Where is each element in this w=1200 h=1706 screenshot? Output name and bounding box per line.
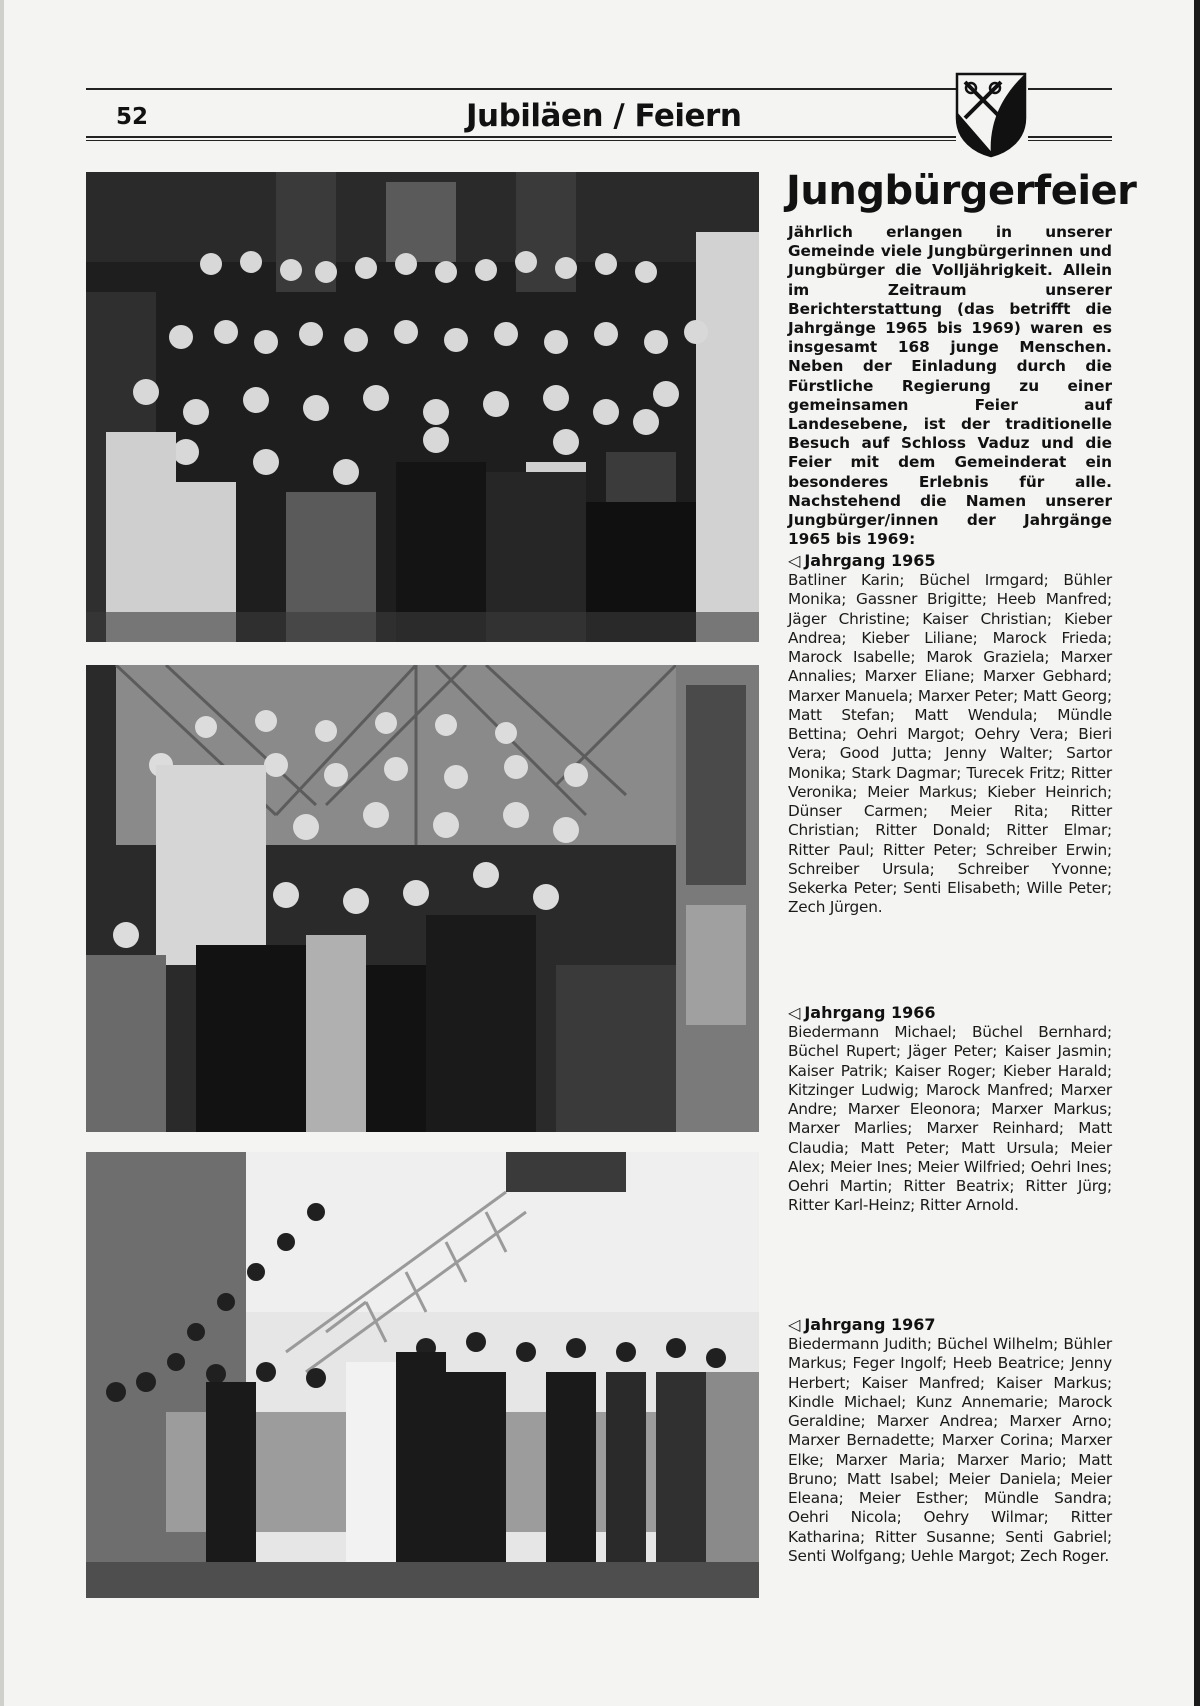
name-list: Biedermann Judith; Büchel Wilhelm; Bühler Markus; Feger Ingolf; Heeb Beatrice; Jenny Herbert; Kaiser Manfred; Kaiser Markus; Kindle Michael; Kunz Annemarie; Marock Geraldine; Marxer Andrea; Marxer Arno; Marxer Bernadette; Marxer Corina; Marxer Elke; Marxer Maria; Marxer Mario; Matt Bruno; Matt Isabel; Meier Daniela; Meier Eleana; Meier Esther; Mündle Sandra; Oehri Nicola; Oehry Wilmar; Ritter Katharina; Ritter Susanne; Senti Gabriel; Senti Wolfgang; Uehle Margot; Zech Roger. [788,1335,1112,1565]
coat-of-arms-icon [955,72,1027,158]
header-rule-top-right [1028,88,1112,90]
section-heading [788,1003,1112,1023]
section-jahrgang-1966 [788,1003,1112,1216]
page-edge-right [1194,0,1200,1706]
running-title: Jubiläen / Feiern [466,98,742,134]
triangle-left-icon: ◁ [788,551,801,570]
section-heading-label: Jahrgang 1966 [804,1003,936,1022]
triangle-left-icon: ◁ [788,1003,801,1022]
group-photo-1965 [86,172,759,642]
header-rule-middle [86,136,956,138]
page-edge-left [0,0,4,1706]
section-jahrgang-1967 [788,1315,1112,1566]
section-heading [788,1315,1112,1335]
group-photo-1967 [86,1152,759,1598]
section-heading-label: Jahrgang 1965 [804,551,936,570]
page-number: 52 [116,104,149,130]
photo-1965-image [86,172,759,642]
article-headline: Jungbürgerfeier [786,168,1137,214]
header-rule-middle-right [1028,136,1112,138]
article-intro: Jährlich erlangen in unserer Gemeinde viele Jungbürgerinnen und Jungbürger die Volljährigkeit. Allein im Zeitraum unserer Berichterstattung (das betrifft die Jahrgänge 1965 bis 1969) waren es insgesamt 168 junge Menschen. Neben der Einladung durch die Fürstliche Regierung zu einer gemeinsamen Feier auf Landesebene, ist der traditionelle Besuch auf Schloss Vaduz und die Feier mit dem Gemeinderat ein besonderes Erlebnis für alle. Nachstehend die Namen unserer Jungbürger/innen der Jahrgänge 1965 bis 1969: [788,223,1112,549]
section-heading-label: Jahrgang 1967 [804,1315,936,1334]
group-photo-1966 [86,665,759,1132]
photo-1966-image [86,665,759,1132]
header-rule-top [86,88,956,90]
section-heading [788,551,1112,571]
photo-1967-image [86,1152,759,1598]
header-rule-middle-thin [86,140,956,141]
header-rule-thin-right [1028,140,1112,141]
triangle-left-icon: ◁ [788,1315,801,1334]
section-jahrgang-1965 [788,551,1112,918]
name-list: Batliner Karin; Büchel Irmgard; Bühler Monika; Gassner Brigitte; Heeb Manfred; Jäger Christine; Kaiser Christian; Kieber Andrea; Kieber Liliane; Marock Frieda; Marock Isabelle; Marok Graziela; Marxer Annalies; Marxer Eliane; Marxer Gebhard; Marxer Manuela; Marxer Peter; Matt Georg; Matt Stefan; Matt Wendula; Mündle Bettina; Oehri Margot; Oehry Vera; Bieri Vera; Good Jutta; Jenny Walter; Sartor Monika; Stark Dagmar; Turecek Fritz; Ritter Veronika; Meier Markus; Kieber Heinrich; Dünser Carmen; Meier Rita; Ritter Christian; Ritter Donald; Ritter Elmar; Ritter Paul; Ritter Peter; Schreiber Erwin; Schreiber Ursula; Schreiber Yvonne; Sekerka Peter; Senti Elisabeth; Wille Peter; Zech Jürgen. [788,571,1112,917]
name-list: Biedermann Michael; Büchel Bernhard; Büchel Rupert; Jäger Peter; Kaiser Jasmin; Kaiser Patrik; Kaiser Roger; Kieber Harald; Kitzinger Ludwig; Marock Manfred; Marxer Andre; Marxer Eleonora; Marxer Markus; Marxer Marlies; Marxer Reinhard; Matt Claudia; Matt Peter; Matt Ursula; Meier Alex; Meier Ines; Meier Wilfried; Oehri Ines; Oehri Martin; Ritter Beatrix; Ritter Jürg; Ritter Karl-Heinz; Ritter Arnold. [788,1023,1112,1215]
